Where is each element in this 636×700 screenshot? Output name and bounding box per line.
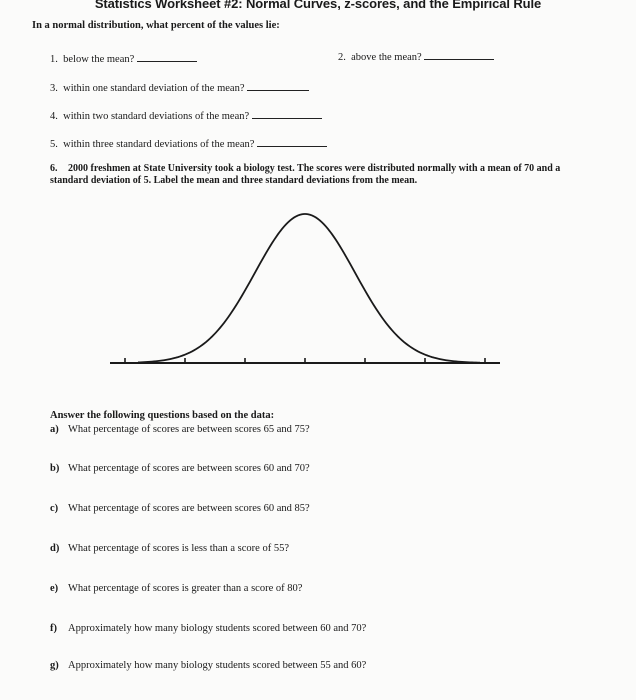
sub-question-label: b) <box>50 463 60 474</box>
answer-blank[interactable] <box>257 137 327 147</box>
question-4 <box>50 109 322 122</box>
intro-text: In a normal distribution, what percent of the values lie: <box>32 20 280 31</box>
answer-header: Answer the following questions based on the data: <box>50 410 275 421</box>
worksheet-title: Statistics Worksheet #2: Normal Curves, z-scores, and the Empirical Rule <box>94 0 542 11</box>
sub-question-c <box>50 503 310 514</box>
problem-6-text: 2000 freshmen at State University took a biology test. The scores were distributed normally with a mean of 70 and a standard deviation of 5. Label the mean and three standard deviations from the mean. <box>50 163 561 186</box>
sub-question-text: Approximately how many biology students scored between 60 and 70? <box>68 623 367 634</box>
sub-question-label: c) <box>50 503 59 514</box>
sub-question-a <box>50 424 310 435</box>
question-text: above the mean? <box>351 52 422 63</box>
question-text: below the mean? <box>63 54 135 65</box>
sub-question-text: What percentage of scores are between scores 65 and 75? <box>68 424 310 435</box>
question-text: within one standard deviation of the mean? <box>63 83 245 94</box>
question-text: within three standard deviations of the mean? <box>63 139 255 150</box>
question-number: 2. <box>338 52 346 63</box>
sub-question-text: Approximately how many biology students scored between 55 and 60? <box>68 660 367 671</box>
question-1 <box>50 52 197 65</box>
sub-question-text: What percentage of scores are between scores 60 and 70? <box>68 463 310 474</box>
sub-question-label: a) <box>50 424 59 435</box>
sub-question-text: What percentage of scores is greater than a score of 80? <box>68 583 303 594</box>
sub-question-g <box>50 660 366 671</box>
question-5 <box>50 137 327 150</box>
question-2 <box>338 50 494 63</box>
question-3 <box>50 81 309 94</box>
question-number: 6. <box>50 163 58 174</box>
sub-question-e <box>50 583 302 594</box>
question-number: 5. <box>50 139 58 150</box>
sub-question-label: g) <box>50 660 59 671</box>
sub-question-label: e) <box>50 583 59 594</box>
answer-blank[interactable] <box>424 50 494 60</box>
sub-question-d <box>50 543 289 554</box>
question-text: within two standard deviations of the mean? <box>63 111 250 122</box>
sub-question-b <box>50 463 310 474</box>
sub-question-text: What percentage of scores is less than a score of 55? <box>68 543 289 554</box>
bell-curve <box>138 214 480 363</box>
sub-question-label: f) <box>50 623 57 634</box>
normal-curve-diagram <box>0 200 636 390</box>
question-number: 3. <box>50 83 58 94</box>
sub-question-f <box>50 623 366 634</box>
answer-blank[interactable] <box>137 52 197 62</box>
question-number: 1. <box>50 54 58 65</box>
question-number: 4. <box>50 111 58 122</box>
answer-blank[interactable] <box>252 109 322 119</box>
sub-question-text: What percentage of scores are between scores 60 and 85? <box>68 503 310 514</box>
answer-blank[interactable] <box>247 81 309 91</box>
problem-6 <box>50 163 580 187</box>
sub-question-label: d) <box>50 543 60 554</box>
